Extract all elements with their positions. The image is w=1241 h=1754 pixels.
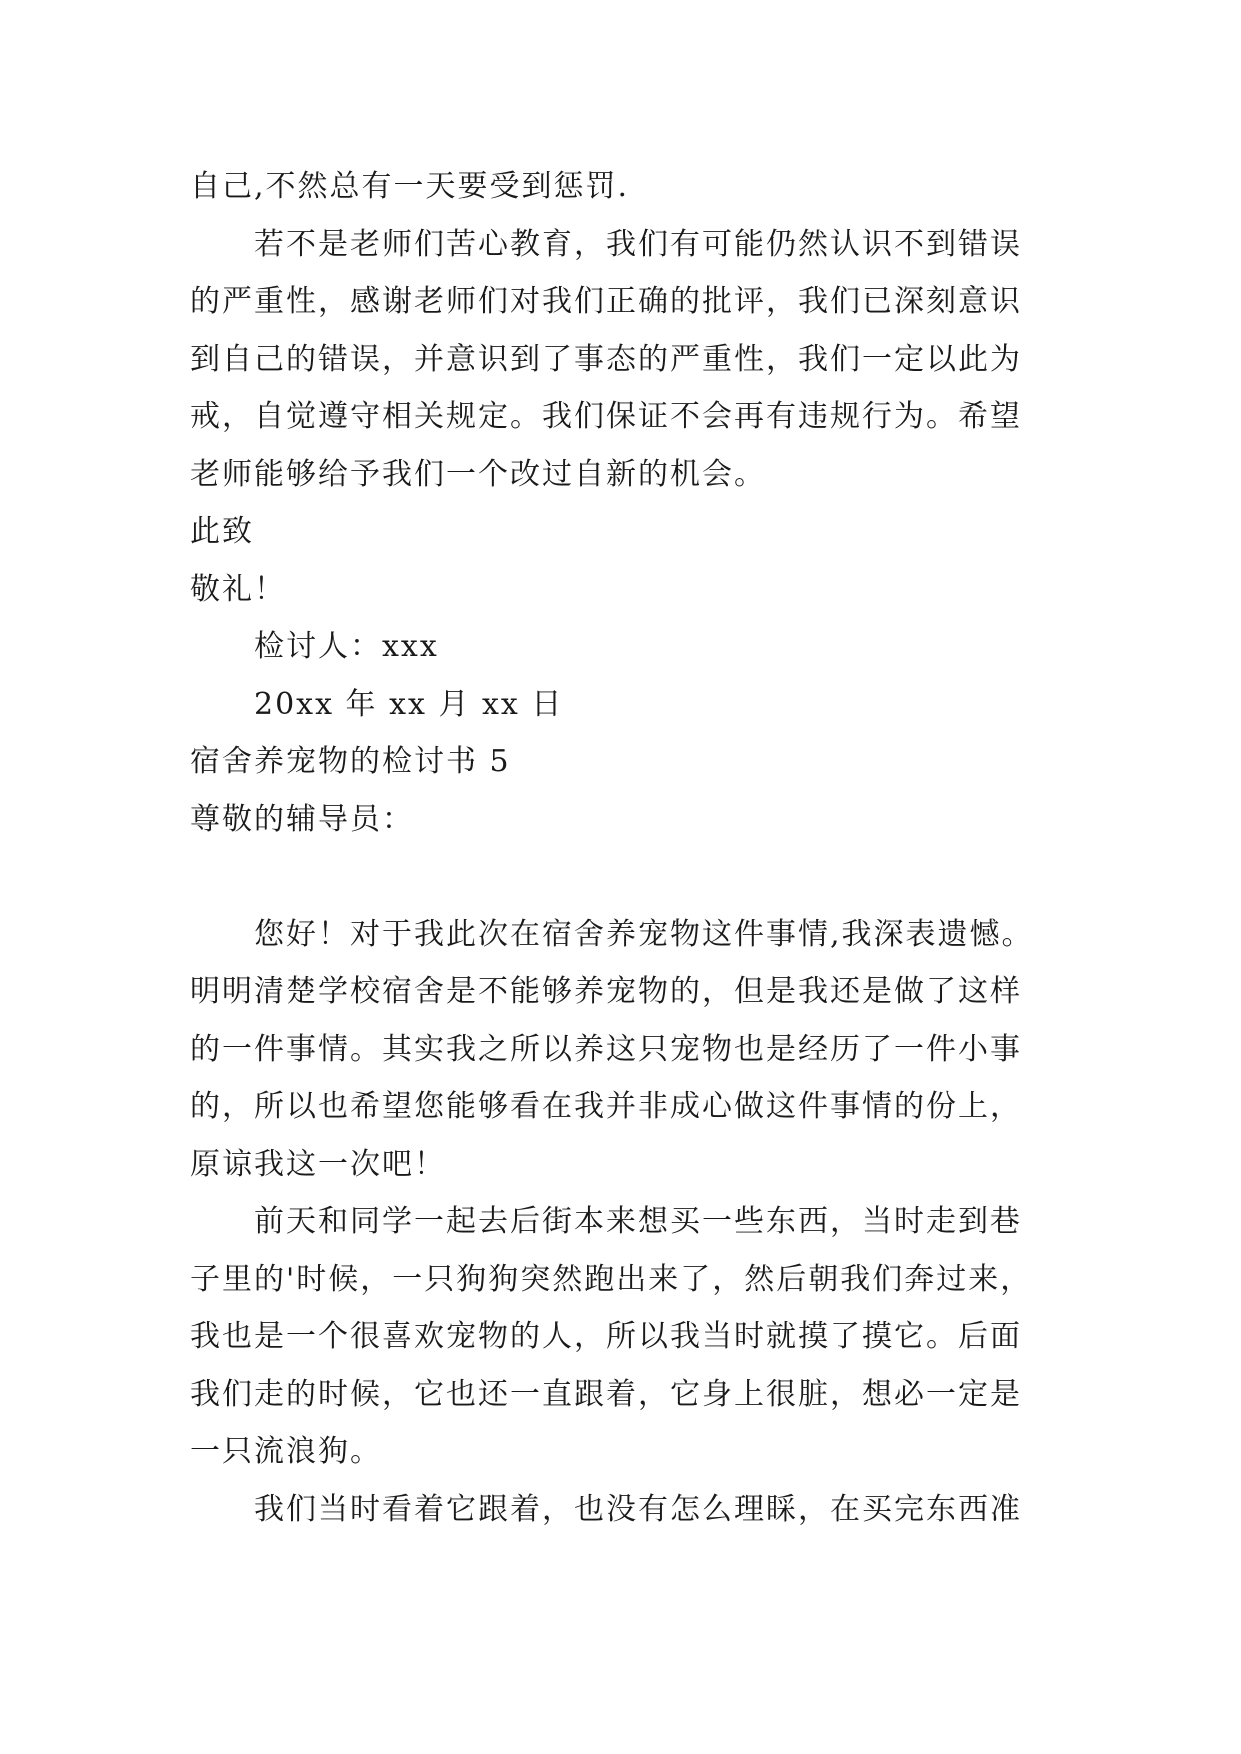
text-line: 的严重性，感谢老师们对我们正确的批评，我们已深刻意识	[190, 284, 1022, 319]
date-line: 20xx 年 xx 月 xx 日	[254, 686, 564, 722]
text-line: 到自己的错误，并意识到了事态的严重性，我们一定以此为	[190, 341, 1022, 377]
paragraph-start: 我们当时看着它跟着，也没有怎么理睬，在买完东西准	[254, 1491, 1022, 1527]
closing-line: 此致	[190, 514, 254, 549]
text-line: 的一件事情。其实我之所以养这只宠物也是经历了一件小事	[190, 1031, 1022, 1067]
salutation-line: 敬礼！	[190, 571, 286, 607]
text-line: 的，所以也希望您能够看在我并非成心做这件事情的份上，	[190, 1089, 1022, 1124]
text-line: 原谅我这一次吧！	[190, 1146, 446, 1182]
text-line: 一只流浪狗。	[190, 1434, 382, 1469]
section-title: 宿舍养宠物的检讨书 5	[190, 744, 511, 779]
greeting-line: 尊敬的辅导员：	[190, 801, 414, 837]
paragraph-start: 前天和同学一起去后街本来想买一些东西，当时走到巷	[254, 1204, 1022, 1239]
paragraph-start: 若不是老师们苦心教育，我们有可能仍然认识不到错误	[254, 226, 1022, 262]
text-line: 我们走的时候，它也还一直跟着，它身上很脏，想必一定是	[190, 1376, 1022, 1412]
text-line: 老师能够给予我们一个改过自新的机会。	[190, 456, 766, 492]
text-line: 自己,不然总有一天要受到惩罚.	[190, 169, 630, 204]
text-line: 我也是一个很喜欢宠物的人，所以我当时就摸了摸它。后面	[190, 1319, 1022, 1354]
signer-line: 检讨人：xxx	[254, 629, 439, 664]
blank-line	[190, 848, 1070, 906]
text-line: 明明清楚学校宿舍是不能够养宠物的，但是我还是做了这样	[190, 974, 1022, 1009]
paragraph-start: 您好！对于我此次在宿舍养宠物这件事情,我深表遗憾。	[254, 916, 1034, 952]
text-line: 戒，自觉遵守相关规定。我们保证不会再有违规行为。希望	[190, 399, 1022, 434]
document-body	[190, 158, 1070, 1538]
text-line: 子里的'时候，一只狗狗突然跑出来了，然后朝我们奔过来，	[190, 1261, 1033, 1297]
